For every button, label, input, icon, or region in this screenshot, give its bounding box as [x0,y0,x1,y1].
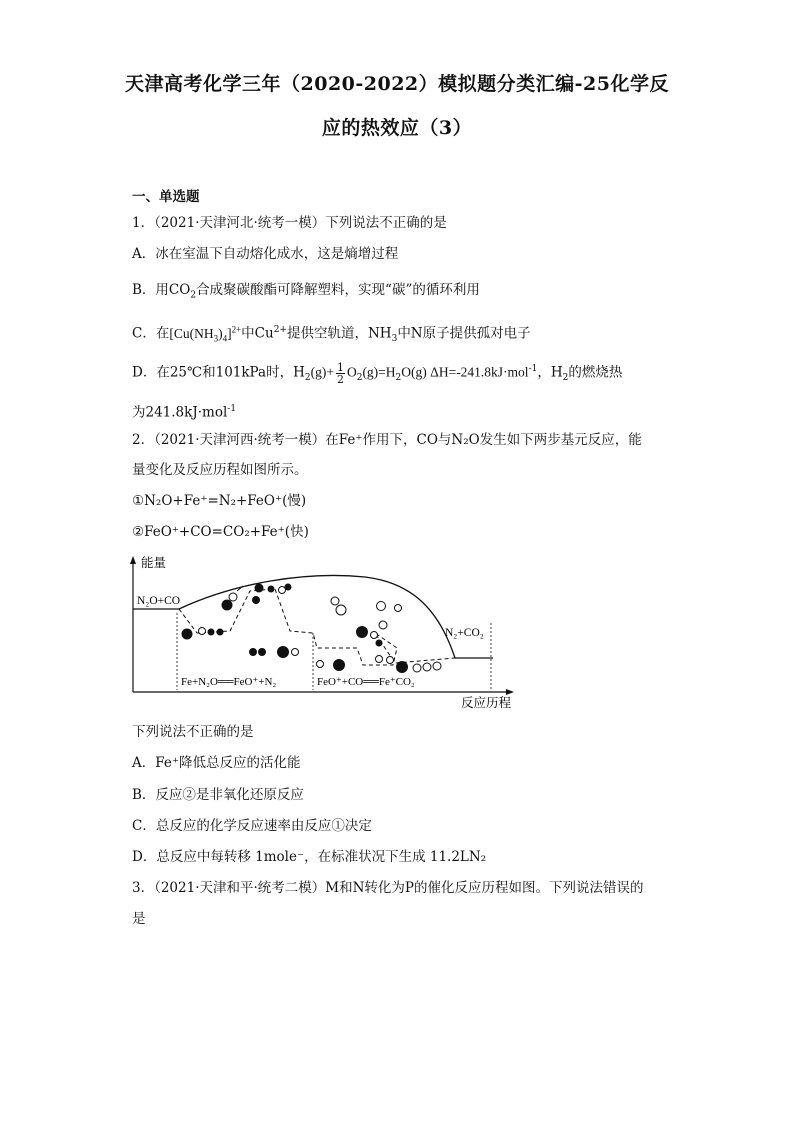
q1-stem: 1．（2021·天津河北·统考一模）下列说法不正确的是 [132,215,447,231]
y-axis-arrow [130,556,136,564]
molecule-transition-2 [252,584,292,605]
one-half-fraction: $\frac{1}{2}$ [336,360,344,386]
x-axis-arrow [506,689,514,695]
molecule-co-1 [317,659,346,671]
q1-c-post: 中N原子提供孤对电子 [397,325,531,342]
molecule-transition-4 [377,602,402,630]
q1-c-pre: C．在 [132,325,170,342]
q1-b-pre: B．用CO [132,282,191,298]
q1-option-d: D．在25℃和101kPa时，$H_2(g)+$ $\frac{1}{2}$ $O_2(g)=H_2O(g)$ ΔH=-241.8kJ·mol$^{-1}$，$H_2$的燃烧热 [132,360,623,386]
reactant-label: N₂O+CO [137,595,181,607]
q2-option-d: D．总反应中每转移 1mole⁻，在标准状况下生成 11.2LN₂ [132,849,487,865]
q2-option-c: C．总反应的化学反应速率由反应①决定 [132,818,372,834]
q2-option-b: B．反应②是非氧化还原反应 [132,787,304,803]
molecule-n2-1 [249,646,299,658]
y-axis-label: 能量 [141,556,167,570]
catalyzed-path [179,589,455,665]
step1-diagram-label: Fe+N₂O══FeO⁺+N₂ [181,676,277,688]
q1-c-mid2: 提供空轨道，NH [286,325,392,342]
document-title-line2: 应的热效应（3） [321,117,473,139]
q3-stem-line2: 是 [132,911,146,927]
molecule-fe-co2 [376,640,394,664]
step2-diagram-label: FeO⁺+CO══Fe⁺CO₂ [317,676,415,688]
q2-question: 下列说法不正确的是 [132,724,254,740]
q2-option-a: A．Fe⁺降低总反应的活化能 [132,755,301,771]
uncatalyzed-curve [179,575,455,658]
q1-option-a: A．冰在室温下自动熔化成水，这是熵增过程 [132,246,399,262]
product-label: N₂+CO₂ [445,627,484,639]
molecule-fe-ion-1 [182,629,193,640]
q1-option-b [132,281,480,305]
q2-step2: ②FeO⁺+CO=CO₂+Fe⁺(快) [132,524,309,540]
molecule-n2o-1 [199,628,224,636]
q2-stem-line2: 量变化及反应历程如图所示。 [132,462,308,478]
q3-stem-line1: 3．（2021·天津和平·统考二模）M和N转化为P的催化反应历程如图。下列说法错误的 [132,880,644,896]
q1-c-mid: 中Cu [241,325,274,342]
section-heading: 一、单选题 [132,189,200,205]
q2-step1: ①N₂O+Fe⁺=N₂+FeO⁺(慢) [132,493,307,509]
q1-c-nh-sub: 3 [391,334,398,345]
molecule-transition-3 [331,597,378,639]
q1-c-cu-charge: 2+ [273,325,287,335]
q1-option-d-line2: 为241.8kJ·mol$^{-1}$ [132,404,237,421]
x-axis-label: 反应历程 [461,696,512,710]
q1-c-complex: $[Cu(NH_3)_4]^{2+}$ [169,324,242,344]
energy-diagram [125,553,525,713]
q2-stem-line1: 2．（2021·天津河西·统考一模）在Fe⁺作用下，CO与N₂O发生如下两步基元反应，能 [132,432,642,448]
q1-b-sub: 2 [190,290,197,301]
q1-b-post: 合成聚碳酸酯可降解塑料，实现“碳”的循环利用 [196,282,480,298]
molecule-products [396,661,441,673]
q1-option-c [132,320,531,348]
document-title-line1: 天津高考化学三年（2020-2022）模拟题分类汇编-25化学反 [125,73,669,95]
